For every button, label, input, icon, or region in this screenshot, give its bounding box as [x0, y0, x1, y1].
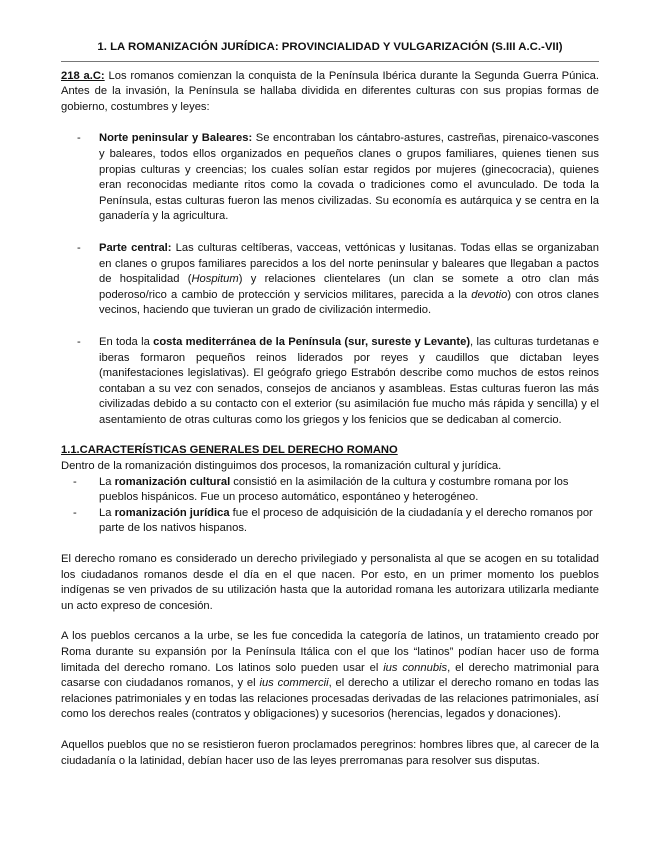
item-bold-cultural: romanización cultural	[114, 475, 231, 488]
romanization-list	[61, 475, 599, 537]
region-text-central-a: Las culturas celtíberas, vacceas, vettónicas y lusitanas. Todas ellas se organizaban en clanes o grupos familiares parecidos a los del norte peninsular y baleares que llegaban a pactos de hospitalidad (	[99, 241, 599, 286]
latinos-text-b: , el derecho matrimonial para casarse con ciudadanos romanos, y el	[61, 661, 599, 690]
region-heading-mediterranean: costa mediterránea de la Península (sur, sureste y Levante)	[153, 335, 471, 348]
region-heading-north: Norte peninsular y Baleares:	[99, 132, 253, 145]
region-text-central-b: ) y relaciones clientelares (un clan se somete a otro clan más poderoso/rico a cambio de protección y servicios militares, parecida a la	[99, 273, 599, 301]
section-intro: Dentro de la romanización distinguimos dos procesos, la romanización cultural y jurídica.	[61, 460, 502, 473]
region-pre-mediterranean: En toda la	[99, 335, 154, 348]
latinos-text-a: A los pueblos cercanos a la urbe, se les fue concedida la categoría de latinos, un tratamiento creado por Roma durante su expansión por la Península Itálica con el que los “latinos” podían hacer uso de forma limitada del derecho romano. Los latinos solo pueden usar el	[61, 630, 599, 674]
bullet-dash: -	[73, 506, 77, 519]
term-hospitum: Hospitum	[191, 273, 239, 286]
term-ius-commercii: ius commercii	[259, 677, 329, 690]
region-text-north: Se encontraban los cántabro-astures, castreñas, pirenaico-vascones y baleares, todos ellos organizados en pequeños clanes o grupos familiares, quienes tienen sus propias culturas y creencias; los cuales solían estar regidos por mujeres (ginecocracia), quienes eran reconocidas mediante ritos como la covada o tradiciones como el avunculado. De toda la Península, estas culturas fueron las menos civilizadas. Su economía es autárquica y se centra en la ganadería y la agricultura.	[99, 132, 599, 223]
region-text-central-c: ) con otros clanes vecinos, haciendo que tuvieran un grado de civilización intermedio.	[99, 288, 599, 317]
item-pre-cultural: La	[99, 475, 115, 488]
section-heading: 1.1.CARACTERÍSTICAS GENERALES DEL DERECHO ROMANO	[61, 444, 398, 457]
term-ius-connubis: ius connubis	[383, 661, 448, 674]
list-item-juridica	[61, 506, 599, 537]
region-heading-central: Parte central:	[99, 241, 172, 254]
region-text-mediterranean: , las culturas turdetanas e iberas formaron pequeños reinos liderados por reyes y caudillos que dictaban leyes (manifestaciones legislativas). El geógrafo griego Estrabón describe como muchos de estos reinos contaban a su vez con senados, consejos de ancianos y asambleas. Estas culturas fueron las más civilizadas debido a su contacto con el exterior (su asimilación fue mucho más rápida y sencilla) y el asentamiento de otras culturas como los griegos y los fenicios que se dedicaban al comercio.	[99, 335, 599, 426]
term-devotio: devotio	[471, 288, 508, 301]
bullet-dash: -	[77, 132, 81, 145]
paragraph-derecho-romano: El derecho romano es considerado un derecho privilegiado y personalista al que se acogen en su totalidad los ciudadanos romanos desde el día en el que nacen. Por esto, en un primer momento los pueblos indígenas se ven privados de su utilización hasta que la autoridad romana les autorizara utilizarla mediante un acto expreso de concesión.	[61, 553, 599, 612]
latinos-text-c: , el derecho a utilizar el derecho romano en todas las relaciones patrimoniales y en todas las relaciones procesadas derivadas de las relaciones patrimoniales, así como los derechos reales (contratos y obligaciones) y sucesorios (herencias, legados y donaciones).	[61, 677, 599, 721]
bullet-dash: -	[77, 335, 81, 348]
list-item-mediterranean	[61, 335, 599, 429]
list-item-cultural	[61, 475, 599, 506]
item-pre-juridica: La	[99, 506, 115, 519]
page-title: 1. LA ROMANIZACIÓN JURÍDICA: PROVINCIALIDAD Y VULGARIZACIÓN (S.III A.C.-VII)	[61, 40, 599, 62]
paragraph-peregrinos: Aquellos pueblos que no se resistieron fueron proclamados peregrinos: hombres libres que, al carecer de la ciudadanía o la latinidad, debían hacer uso de las leyes prerromanas para resolver sus disputas.	[61, 738, 599, 767]
item-bold-juridica: romanización jurídica	[114, 506, 230, 519]
intro-date: 218 a.C:	[61, 69, 105, 82]
bullet-dash: -	[77, 241, 81, 254]
item-text-juridica: fue el proceso de adquisición de la ciudadanía y el derecho romanos por parte de los nativos hispanos.	[99, 506, 593, 535]
intro-paragraph	[61, 69, 599, 116]
list-item-north	[61, 131, 599, 225]
list-item-central	[61, 241, 599, 319]
bullet-dash: -	[73, 475, 77, 488]
regions-list	[61, 131, 599, 428]
item-text-cultural: consistió en la asimilación de la cultura y costumbre romana por los pueblos hispánicos. Fue un proceso automático, espontáneo y heterogéneo.	[99, 475, 569, 504]
paragraph-latinos	[61, 629, 599, 723]
intro-text: Los romanos comienzan la conquista de la Península Ibérica durante la Segunda Guerra Púnica. Antes de la invasión, la Península se hallaba dividida en diferentes culturas con sus propias formas de gobierno, costumbres y leyes:	[61, 69, 599, 113]
